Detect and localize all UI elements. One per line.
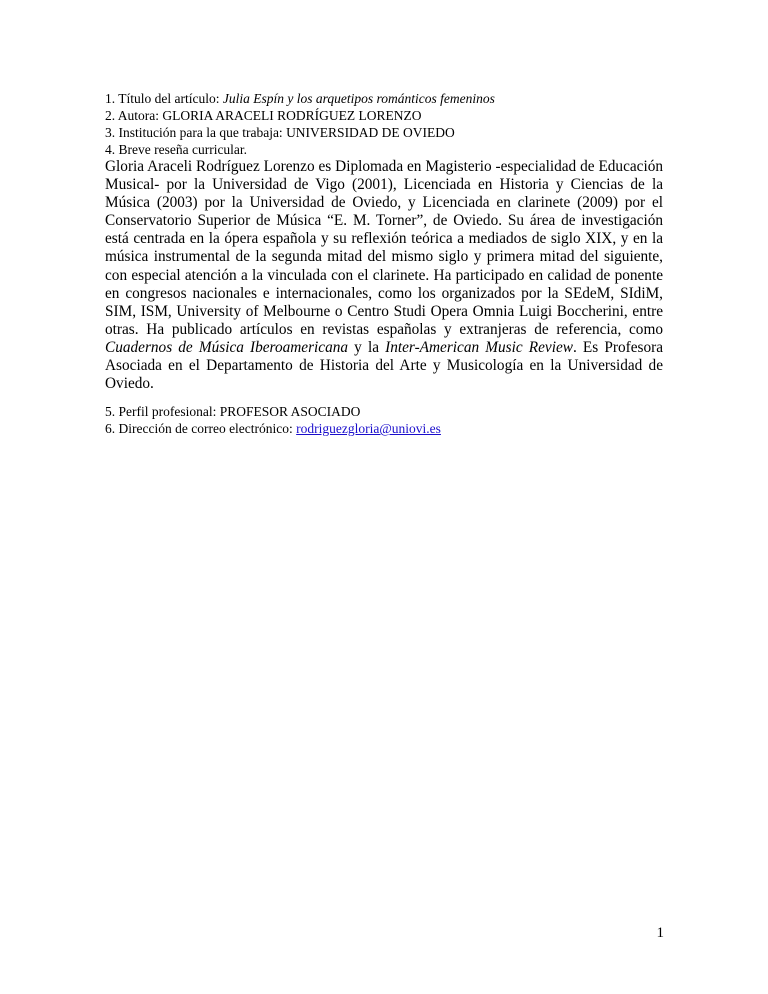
bio-text-part3: . Es Profesora Asociada en el Departamento de Historia del Arte y Musicología en la Universidad de Oviedo. xyxy=(105,338,663,393)
journal-inter-american: Inter-American Music Review xyxy=(385,338,573,356)
bio-text-part2: y la xyxy=(348,338,386,356)
bio-text-part1: Gloria Araceli Rodríguez Lorenzo es Diplomada en Magisterio -especialidad de Educación Musical- por la Universidad de Vigo (2001), Licenciada en Historia y Ciencias de la Música (2003) por la Universidad de Oviedo, y Licenciada en clarinete (2009) por el Conservatorio Superior de Música “E. M. Torner”, de Oviedo. Su área de investigación está centrada en la ópera española y su reflexión teórica a mediados de siglo XIX, y en la música instrumental de la segunda mitad del mismo siglo y primera mitad del siguiente, con especial atención a la vinculada con el clarinete. Ha participado en calidad de ponente en congresos nacionales e internacionales, como los organizados por la SEdeM, SIdiM, SIM, ISM, University of Melbourne o Centro Studi Opera Omnia Luigi Boccherini, entre otras. Ha publicado artículos en revistas españolas y extranjeras de referencia, como xyxy=(105,158,663,338)
institution-name: UNIVERSIDAD DE OVIEDO xyxy=(286,125,455,140)
institution-prefix: 3. Institución para la que trabaja: xyxy=(105,125,287,140)
email-prefix: 6. Dirección de correo electrónico: xyxy=(105,421,297,437)
profile-value: PROFESOR ASOCIADO xyxy=(219,404,361,420)
bio-heading: 4. Breve reseña curricular. xyxy=(105,142,248,157)
profile-line xyxy=(105,403,663,420)
author-prefix: 2. Autora: xyxy=(105,108,163,123)
article-title: Julia Espín y los arquetipos románticos femeninos xyxy=(222,91,495,106)
article-title-line xyxy=(105,90,663,107)
email-link[interactable]: rodriguezgloria@uniovi.es xyxy=(296,421,441,437)
bio-paragraph xyxy=(105,158,663,393)
document-page xyxy=(105,90,663,437)
institution-line xyxy=(105,124,663,141)
profile-prefix: 5. Perfil profesional: xyxy=(105,404,220,420)
author-line xyxy=(105,107,663,124)
article-title-prefix: 1. Título del artículo: xyxy=(105,91,223,106)
bio-heading-line xyxy=(105,141,663,158)
author-name: GLORIA ARACELI RODRÍGUEZ LORENZO xyxy=(162,108,422,123)
journal-cuadernos: Cuadernos de Música Iberoamericana xyxy=(105,338,349,356)
email-line xyxy=(105,420,663,437)
page-number: 1 xyxy=(656,925,664,941)
profile-block xyxy=(105,403,663,437)
